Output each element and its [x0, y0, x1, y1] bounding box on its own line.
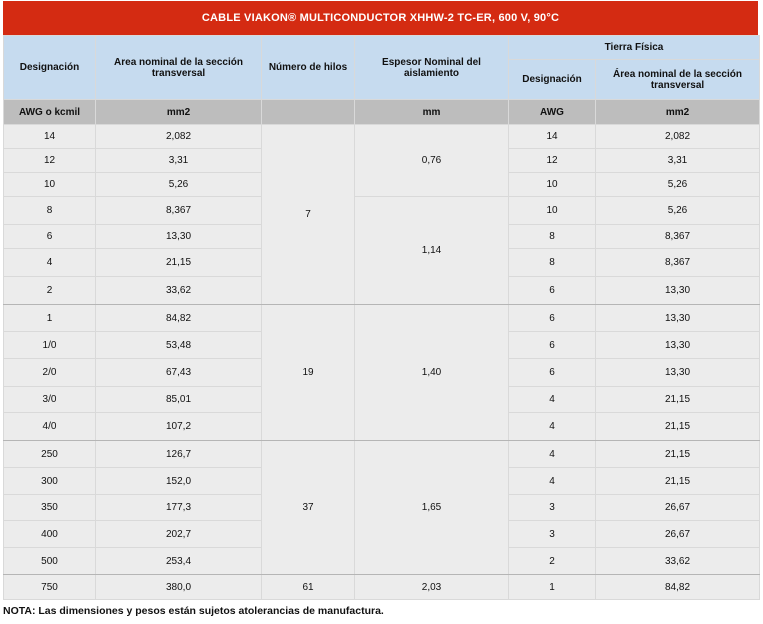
cell-area: 8,367	[96, 197, 262, 225]
unit-tierra-area: mm2	[596, 100, 760, 125]
cell-awg: 6	[4, 225, 96, 249]
header-hilos: Número de hilos	[262, 36, 355, 100]
cell-area: 3,31	[96, 149, 262, 173]
table-row	[4, 441, 760, 468]
cell-espesor: 1,40	[355, 305, 509, 441]
cell-area: 202,7	[96, 521, 262, 548]
cell-tierra-awg: 10	[509, 173, 596, 197]
header-row-1	[4, 36, 760, 60]
cell-tierra-area: 8,367	[596, 225, 760, 249]
cell-tierra-awg: 6	[509, 277, 596, 305]
cell-awg: 2	[4, 277, 96, 305]
cell-tierra-awg: 4	[509, 468, 596, 495]
cell-area: 33,62	[96, 277, 262, 305]
cell-awg: 12	[4, 149, 96, 173]
cell-area: 177,3	[96, 495, 262, 521]
cell-tierra-awg: 2	[509, 548, 596, 575]
cell-awg: 1/0	[4, 332, 96, 359]
cell-awg: 1	[4, 305, 96, 332]
cell-tierra-area: 3,31	[596, 149, 760, 173]
cell-tierra-awg: 14	[509, 125, 596, 149]
cell-tierra-area: 5,26	[596, 197, 760, 225]
cell-tierra-area: 5,26	[596, 173, 760, 197]
cell-tierra-awg: 8	[509, 225, 596, 249]
header-area: Area nominal de la sección transversal	[96, 36, 262, 100]
cell-tierra-area: 21,15	[596, 441, 760, 468]
cell-awg: 750	[4, 575, 96, 600]
cell-tierra-area: 13,30	[596, 359, 760, 387]
cell-tierra-area: 21,15	[596, 387, 760, 413]
table-row	[4, 575, 760, 600]
cell-tierra-area: 21,15	[596, 468, 760, 495]
table-title: CABLE VIAKON® MULTICONDUCTOR XHHW-2 TC-ER, 600 V, 90°C	[3, 1, 758, 35]
cell-area: 152,0	[96, 468, 262, 495]
spec-table	[3, 35, 760, 600]
cell-tierra-area: 2,082	[596, 125, 760, 149]
cell-hilos: 19	[262, 305, 355, 441]
cell-tierra-area: 84,82	[596, 575, 760, 600]
cell-hilos: 7	[262, 125, 355, 305]
cell-tierra-awg: 6	[509, 332, 596, 359]
cell-tierra-awg: 3	[509, 495, 596, 521]
cell-awg: 4	[4, 249, 96, 277]
table-row	[4, 197, 760, 225]
cell-espesor: 1,65	[355, 441, 509, 575]
table-row	[4, 305, 760, 332]
cell-awg: 2/0	[4, 359, 96, 387]
cell-area: 67,43	[96, 359, 262, 387]
cell-awg: 300	[4, 468, 96, 495]
cell-tierra-area: 26,67	[596, 521, 760, 548]
cell-hilos: 37	[262, 441, 355, 575]
cell-tierra-awg: 4	[509, 387, 596, 413]
header-tierra-area: Área nominal de la sección transversal	[596, 60, 760, 100]
unit-hilos	[262, 100, 355, 125]
cell-awg: 500	[4, 548, 96, 575]
cell-tierra-area: 33,62	[596, 548, 760, 575]
cell-area: 53,48	[96, 332, 262, 359]
cell-tierra-awg: 10	[509, 197, 596, 225]
unit-designacion: AWG o kcmil	[4, 100, 96, 125]
cell-awg: 8	[4, 197, 96, 225]
unit-tierra-designacion: AWG	[509, 100, 596, 125]
cell-hilos: 61	[262, 575, 355, 600]
units-row	[4, 100, 760, 125]
footnote: NOTA: Las dimensiones y pesos están sujetos atolerancias de manufactura.	[3, 605, 384, 617]
cell-espesor: 0,76	[355, 125, 509, 197]
cell-tierra-area: 26,67	[596, 495, 760, 521]
cell-area: 253,4	[96, 548, 262, 575]
cell-area: 2,082	[96, 125, 262, 149]
cell-tierra-awg: 4	[509, 441, 596, 468]
cell-area: 13,30	[96, 225, 262, 249]
header-tierra-designacion: Designación	[509, 60, 596, 100]
cell-tierra-area: 13,30	[596, 332, 760, 359]
cell-awg: 10	[4, 173, 96, 197]
header-espesor: Espesor Nominal del aislamiento	[355, 36, 509, 100]
cell-tierra-awg: 6	[509, 359, 596, 387]
cell-area: 85,01	[96, 387, 262, 413]
cell-awg: 400	[4, 521, 96, 548]
cell-awg: 3/0	[4, 387, 96, 413]
cell-area: 107,2	[96, 413, 262, 441]
unit-area: mm2	[96, 100, 262, 125]
cell-tierra-awg: 8	[509, 249, 596, 277]
cell-awg: 14	[4, 125, 96, 149]
cell-awg: 350	[4, 495, 96, 521]
cell-tierra-awg: 3	[509, 521, 596, 548]
cell-tierra-area: 13,30	[596, 277, 760, 305]
cell-area: 21,15	[96, 249, 262, 277]
cell-espesor: 1,14	[355, 197, 509, 305]
header-tierra-fisica: Tierra Física	[509, 36, 760, 60]
cell-awg: 4/0	[4, 413, 96, 441]
cell-tierra-awg: 12	[509, 149, 596, 173]
cell-area: 126,7	[96, 441, 262, 468]
cell-awg: 250	[4, 441, 96, 468]
cell-area: 5,26	[96, 173, 262, 197]
header-designacion: Designación	[4, 36, 96, 100]
unit-espesor: mm	[355, 100, 509, 125]
table-row	[4, 125, 760, 149]
cell-tierra-awg: 6	[509, 305, 596, 332]
cell-espesor: 2,03	[355, 575, 509, 600]
cell-tierra-awg: 1	[509, 575, 596, 600]
cell-area: 84,82	[96, 305, 262, 332]
cell-area: 380,0	[96, 575, 262, 600]
cell-tierra-area: 21,15	[596, 413, 760, 441]
cell-tierra-area: 8,367	[596, 249, 760, 277]
cell-tierra-area: 13,30	[596, 305, 760, 332]
cell-tierra-awg: 4	[509, 413, 596, 441]
